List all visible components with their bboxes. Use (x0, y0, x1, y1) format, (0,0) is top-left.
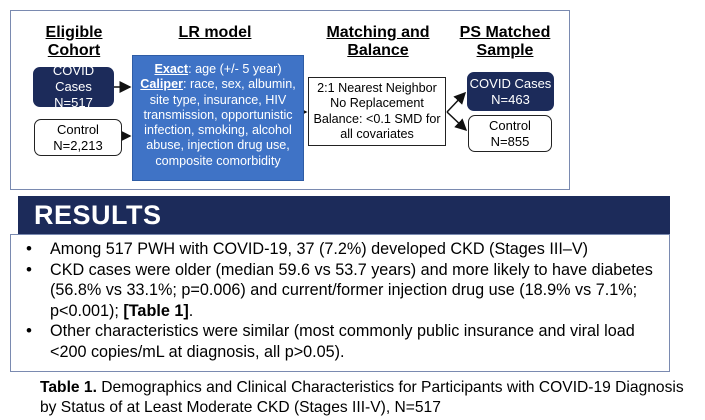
caption-text: Demographics and Clinical Characteristics for Participants with COVID-19 Diagnosis by Status of at Least Moderate CKD (Stages III-V), N=517 (40, 379, 684, 416)
arrow-matching-to-covid (447, 93, 465, 112)
results-bullet-2: • CKD cases were older (median 59.6 vs 53.7 years) and more likely to have diabetes (56.8% vs 33.1%; p=0.006) and current/former injection drug use (18.9% vs 7.1%; p<0.001); [Table 1]. (25, 260, 665, 322)
matching-box (308, 77, 446, 146)
table1-reference: [Table 1] (123, 301, 189, 320)
matching-line1: 2:1 Nearest Neighbor (317, 80, 437, 95)
header-eligible-cohort: Eligible Cohort (45, 24, 103, 59)
header-lr-model: LR model (178, 24, 252, 41)
caliper-label: Caliper (140, 77, 183, 92)
arrow-matching-to-control (447, 112, 466, 130)
matching-line2: No Replacement (330, 96, 424, 110)
exact-text: : age (+/- 5 year) (188, 62, 282, 76)
lr-model-box (132, 55, 304, 181)
results-bullet-list (25, 239, 665, 362)
eligible-control-label: Control (57, 121, 99, 137)
results-panel (10, 234, 670, 372)
eligible-covid-box (33, 63, 114, 110)
header-matching-balance: Matching and Balance (326, 24, 430, 59)
matching-line3: Balance: <0.1 SMD for all covariates (313, 111, 441, 141)
matched-covid-box (467, 72, 554, 111)
matched-control-n: N=855 (490, 133, 530, 149)
matched-covid-n: N=463 (491, 91, 530, 107)
matched-control-label: Control (489, 117, 531, 133)
eligible-covid-n: N=517 (54, 95, 93, 110)
caliper-text: : race, sex, albumin, site type, insurance, HIV transmission, opportunistic infection, smoking, alcohol abuse, injection drug use, composite comorbidity (143, 77, 296, 168)
eligible-control-box (34, 119, 122, 156)
table-caption (40, 378, 690, 417)
exact-label: Exact (154, 62, 189, 76)
caption-label: Table 1. (40, 379, 97, 396)
eligible-control-n: N=2,213 (53, 137, 103, 153)
matched-control-box (468, 115, 552, 152)
results-heading: RESULTS (18, 196, 670, 234)
results-bullet-3: • Other characteristics were similar (most commonly public insurance and viral load <200 copies/mL at diagnosis, all p>0.05). (25, 321, 665, 362)
eligible-covid-label: COVID Cases (52, 63, 95, 94)
matched-covid-label: COVID Cases (469, 75, 552, 91)
results-bullet-1: • Among 517 PWH with COVID-19, 37 (7.2%) developed CKD (Stages III–V) (25, 239, 665, 260)
header-ps-matched-sample: PS Matched Sample (459, 24, 551, 59)
